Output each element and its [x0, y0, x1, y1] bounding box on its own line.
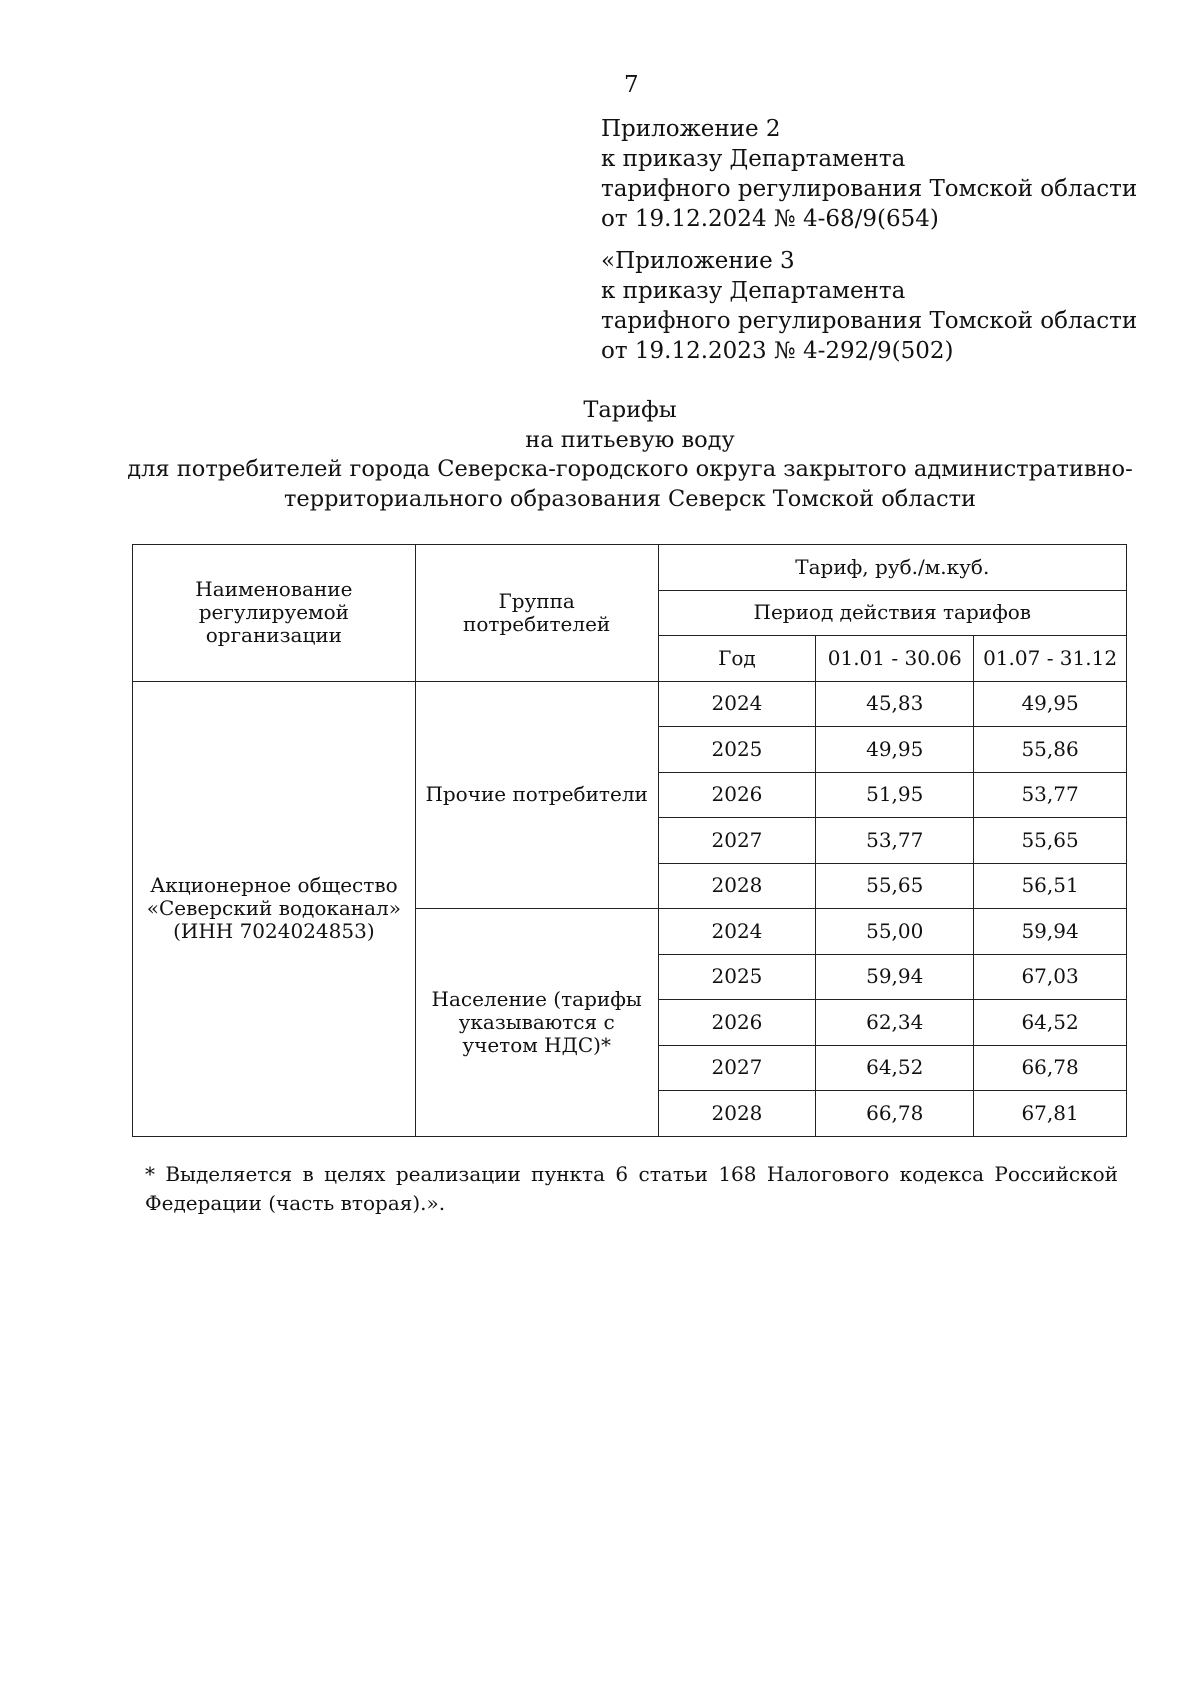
annex-line: от 19.12.2023 № 4-292/9(502) [601, 338, 954, 364]
tariff-cell: 64,52 [974, 1000, 1127, 1046]
tariff-cell: 55,65 [816, 863, 974, 909]
group-line: учетом НДС)* [462, 1032, 611, 1057]
tariff-cell: 64,52 [816, 1045, 974, 1091]
organization-line: (ИНН 7024024853) [173, 919, 375, 943]
year-cell: 2028 [658, 1091, 816, 1137]
annex-line: тарифного регулирования Томской области [601, 308, 1138, 334]
tariff-cell: 49,95 [816, 727, 974, 773]
header-line: регулируемой [198, 600, 349, 625]
tariff-cell: 66,78 [974, 1045, 1127, 1091]
table-row [133, 681, 1127, 727]
year-cell: 2027 [658, 1045, 816, 1091]
year-cell: 2025 [658, 954, 816, 1000]
tariff-cell: 49,95 [974, 681, 1127, 727]
tariff-cell: 53,77 [816, 818, 974, 864]
annex-line: «Приложение 3 [601, 248, 795, 274]
title-line: для потребителей города Северска-городского округа закрытого административно- [127, 456, 1133, 482]
header-organization [133, 545, 416, 682]
group-line: Прочие потребители [425, 782, 648, 807]
header-consumer-group [415, 545, 658, 682]
annex-line: к приказу Департамента [601, 278, 906, 304]
annex-line: от 19.12.2024 № 4-68/9(654) [601, 206, 939, 232]
year-cell: 2024 [658, 909, 816, 955]
title-line: Тарифы [583, 397, 677, 423]
title-line: на питьевую воду [525, 426, 735, 453]
header-line: потребителей [463, 611, 611, 636]
tariff-cell: 67,03 [974, 954, 1127, 1000]
document-title [120, 396, 1140, 514]
year-cell: 2026 [658, 772, 816, 818]
group-line: указываются с [458, 1009, 615, 1034]
tariff-cell: 51,95 [816, 772, 974, 818]
group-cell-other [415, 681, 658, 909]
tariff-cell: 56,51 [974, 863, 1127, 909]
tariff-cell: 59,94 [816, 954, 974, 1000]
organization-line: Акционерное общество [150, 873, 398, 897]
group-cell-population [415, 909, 658, 1137]
tariff-table [132, 544, 1127, 1137]
year-cell: 2026 [658, 1000, 816, 1046]
header-tariff: Тариф, руб./м.куб. [658, 545, 1126, 591]
footnote-line: Федерации (часть вторая).». [145, 1191, 446, 1215]
header-line: Наименование [195, 577, 353, 602]
header-period: Период действия тарифов [658, 590, 1126, 636]
header-line: организации [205, 623, 342, 648]
tariff-cell: 59,94 [974, 909, 1127, 955]
header-year: Год [658, 636, 816, 682]
tariff-cell: 53,77 [974, 772, 1127, 818]
organization-cell [133, 681, 416, 1136]
footnote [145, 1160, 1118, 1218]
page-number: 7 [624, 72, 639, 98]
tariff-cell: 62,34 [816, 1000, 974, 1046]
tariff-cell: 55,65 [974, 818, 1127, 864]
tariff-cell: 55,86 [974, 727, 1127, 773]
header-first-half: 01.01 - 30.06 [816, 636, 974, 682]
annex-line: Приложение 2 [601, 116, 781, 142]
organization-line: «Северский водоканал» [146, 896, 402, 920]
tariff-cell: 55,00 [816, 909, 974, 955]
tariff-cell: 45,83 [816, 681, 974, 727]
annex-line: тарифного регулирования Томской области [601, 176, 1138, 202]
header-second-half: 01.07 - 31.12 [974, 636, 1127, 682]
year-cell: 2025 [658, 727, 816, 773]
annex-header-amended [601, 246, 1137, 366]
group-line: Население (тарифы [431, 986, 642, 1011]
year-cell: 2024 [658, 681, 816, 727]
year-cell: 2028 [658, 863, 816, 909]
annex-line: к приказу Департамента [601, 146, 906, 172]
title-line: территориального образования Северск Томской области [283, 485, 977, 512]
tariff-cell: 66,78 [816, 1091, 974, 1137]
footnote-line: * Выделяется в целях реализации пункта 6 статьи 168 Налогового кодекса Российской [145, 1162, 1118, 1186]
tariff-cell: 67,81 [974, 1091, 1127, 1137]
annex-header-current [601, 114, 1137, 234]
header-line: Группа [498, 588, 575, 613]
year-cell: 2027 [658, 818, 816, 864]
